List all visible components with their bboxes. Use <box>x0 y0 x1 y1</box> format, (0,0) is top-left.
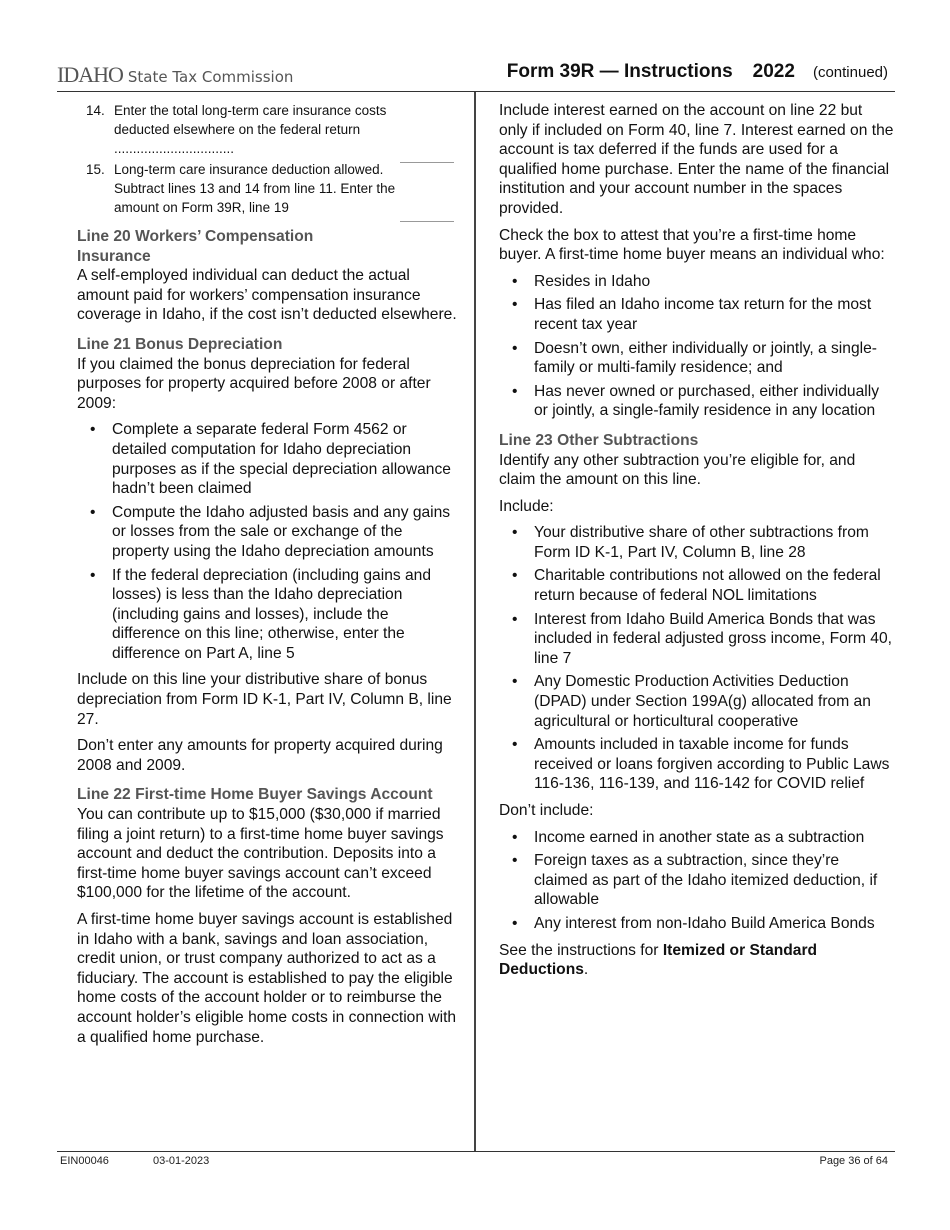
buyer-criteria-list <box>499 272 895 421</box>
include-label: Include: <box>499 497 554 515</box>
footer-code: EIN00046 <box>60 1155 109 1167</box>
list-item: • Resides in Idaho <box>499 272 895 292</box>
line-15-text: Long-term care insurance deduction allowed. Subtract lines 13 and 14 from line 11. Enter the amount on Form 39R, line 19 <box>114 162 396 215</box>
page-header <box>0 0 950 92</box>
line-20-heading: Line 20 Workers’ Compensation Insurance <box>77 228 314 265</box>
footer-rule <box>57 1151 895 1152</box>
list-item: • Any Domestic Production Activities Deduction (DPAD) under Section 199A(g) allocated from an agricultural or horticultural cooperative <box>499 672 895 731</box>
dont-include-label: Don’t include: <box>499 802 594 819</box>
see-instructions-paragraph <box>499 941 895 980</box>
line-21-paragraph-2: Include on this line your distributive share of bonus depreciation from Form ID K-1, Part IV, Column B, line 27. <box>77 671 452 728</box>
line-22-paragraph-2: A first-time home buyer savings account is established in Idaho with a bank, savings and loan association, credit union, or trust company authorized to act as a fiduciary. The account is established to pay the eligible home costs of the account holder or to reimburse the account holder’s eligible home costs in connection with a qualified home purchase. <box>77 911 457 1046</box>
list-item: • Complete a separate federal Form 4562 or detailed computation for Idaho depreciation purposes as if the special depreciation allowance hadn’t been claimed <box>77 420 457 498</box>
see-prefix: See the instructions for <box>499 941 663 959</box>
dont-include-list <box>499 828 895 934</box>
line-20-paragraph: A self-employed individual can deduct the actual amount paid for workers’ compensation insurance coverage in Idaho, if the cost isn’t deducted elsewhere. <box>77 267 457 324</box>
list-item: • If the federal depreciation (including gains and losses) is less than the Idaho depreciation (including gains and losses), include the difference on this line; otherwise, enter the difference on Part A, line 5 <box>77 566 457 664</box>
list-item: • Foreign taxes as a subtraction, since they’re claimed as part of the Idaho itemized deduction, if allowable <box>499 851 895 910</box>
list-item: • Interest from Idaho Build America Bonds that was included in federal adjusted gross income, Form 40, line 7 <box>499 610 895 669</box>
logo-text: State Tax Commission <box>127 68 294 86</box>
line-21-paragraph-3: Don’t enter any amounts for property acquired during 2008 and 2009. <box>77 737 443 774</box>
list-item: • Any interest from non-Idaho Build America Bonds <box>499 914 895 934</box>
list-item: • Income earned in another state as a subtraction <box>499 828 895 848</box>
line-15-row <box>77 160 457 217</box>
attest-paragraph: Check the box to attest that you’re a first-time home buyer. A first-time home buyer means an individual who: <box>499 226 885 264</box>
form-title: Form 39R — Instructions <box>506 61 733 82</box>
line-14-text: Enter the total long-term care insurance costs deducted elsewhere on the federal return ................................ <box>114 103 387 156</box>
right-column <box>499 101 895 987</box>
left-column <box>77 101 457 1054</box>
line-23-heading: Line 23 Other Subtractions <box>499 431 699 449</box>
line-22-heading: Line 22 First-time Home Buyer Savings Account <box>77 786 433 804</box>
form-year: 2022 <box>752 61 795 82</box>
list-item: • Compute the Idaho adjusted basis and any gains or losses from the sale or exchange of the property using the Idaho depreciation amounts <box>77 503 457 562</box>
logo-mark: IDAHO <box>57 62 123 87</box>
include-list <box>499 523 895 794</box>
page-number: Page 36 of 64 <box>819 1155 888 1167</box>
line-21-heading: Line 21 Bonus Depreciation <box>77 335 283 353</box>
list-item: • Charitable contributions not allowed on the federal return because of federal NOL limitations <box>499 566 895 605</box>
line-15-number: 15. <box>86 162 105 177</box>
list-item: • Doesn’t own, either individually or jointly, a single-family or multi-family residence; and <box>499 339 895 378</box>
list-item: • Amounts included in taxable income for funds received or loans forgiven according to Public Laws 116-136, 116-139, and 116-142 for COVID relief <box>499 735 895 794</box>
line-15-amount-field[interactable] <box>400 221 454 222</box>
line-14-number: 14. <box>86 103 105 118</box>
line-23-paragraph: Identify any other subtraction you’re eligible for, and claim the amount on this line. <box>499 451 856 489</box>
interest-paragraph: Include interest earned on the account on line 22 but only if included on Form 40, line 7. Interest earned on the account is tax deferred if the funds are used for a qualified home purchase. Enter the name of the financial institution and your account number in the spaces provided. <box>499 102 894 217</box>
idaho-logo <box>57 62 293 88</box>
itemized-deductions-link[interactable]: Itemized or Standard Deductions <box>499 941 818 979</box>
line-21-paragraph-1: If you claimed the bonus depreciation for federal purposes for property acquired before 2008 or after 2009: <box>77 355 431 412</box>
list-item: • Your distributive share of other subtractions from Form ID K-1, Part IV, Column B, line 28 <box>499 523 895 562</box>
line-21-bullet-list <box>77 420 457 663</box>
footer-date: 03-01-2023 <box>153 1155 210 1167</box>
list-item: • Has filed an Idaho income tax return for the most recent tax year <box>499 295 895 334</box>
column-divider <box>474 92 476 1152</box>
list-item: • Has never owned or purchased, either individually or jointly, a single-family residence in any location <box>499 382 895 421</box>
continued-label: (continued) <box>812 64 888 81</box>
line-22-paragraph-1: You can contribute up to $15,000 ($30,000 if married filing a joint return) to a first-time home buyer savings account and deduct the contribution. Deposits into a first-time home buyer savings account can’t exceed $100,000 for the lifetime of the account. <box>77 806 444 902</box>
header-rule <box>57 91 895 92</box>
see-suffix: . <box>583 961 589 979</box>
line-14-row <box>77 101 457 158</box>
form-title-block <box>507 61 888 83</box>
